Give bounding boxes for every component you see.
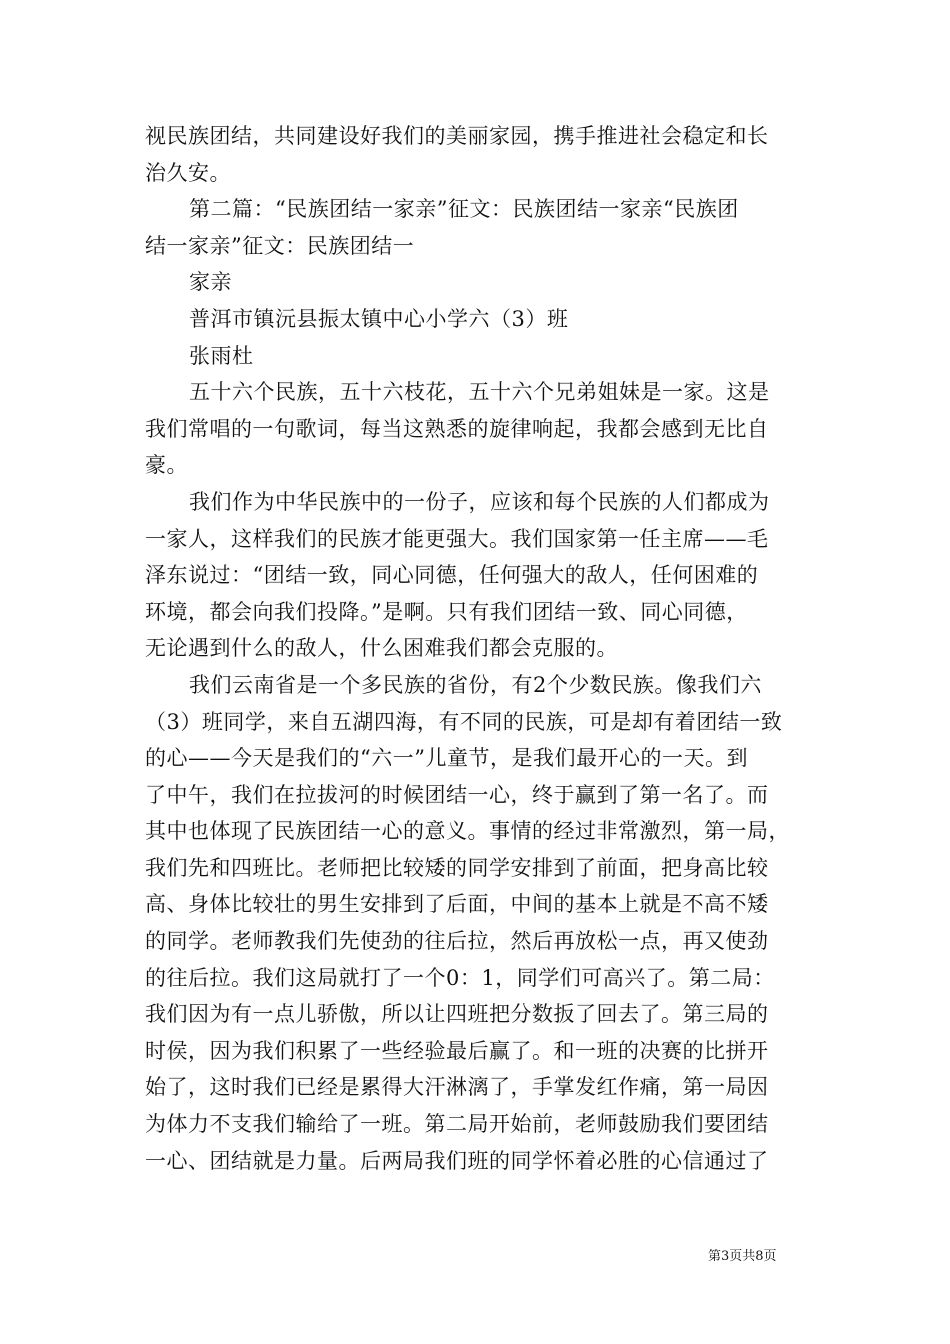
text-line: 我们先和四班比。老师把比较矮的同学安排到了前面，把身高比较: [145, 855, 769, 880]
text-line: 我们常唱的一句歌词，每当这熟悉的旋律响起，我都会感到无比自: [145, 416, 769, 441]
text-line: 其中也体现了民族团结一心的意义。事情的经过非常激烈，第一局，: [145, 819, 790, 844]
text-line: 第二篇：“民族团结一家亲”征文：民族团结一家亲“民族团: [189, 197, 739, 222]
text-line: 豪。: [145, 453, 188, 478]
text-line: 视民族团结，共同建设好我们的美丽家园，携手推进社会稳定和长: [145, 124, 769, 148]
text-line: 五十六个民族，五十六枝花，五十六个兄弟姐妹是一家。这是: [189, 380, 770, 405]
text-line: 高、身体比较壮的男生安排到了后面，中间的基本上就是不高不矮: [145, 892, 769, 917]
text-line: 时侯，因为我们积累了一些经验最后赢了。和一班的决赛的比拼开: [145, 1038, 769, 1063]
text-line: 我们作为中华民族中的一份子，应该和每个民族的人们都成为: [189, 489, 770, 514]
page-number: 第3页共8页: [708, 1249, 777, 1264]
text-line: 我们云南省是一个多民族的省份，有2个少数民族。像我们六: [189, 672, 762, 697]
text-line: 治久安。: [145, 160, 231, 185]
text-line: 的往后拉。我们这局就打了一个0：1，同学们可高兴了。第二局：: [145, 965, 775, 990]
text-line: 始了，这时我们已经是累得大汗淋漓了，手掌发红作痛，第一局因: [145, 1075, 769, 1100]
text-line: 普洱市镇沅县振太镇中心小学六（3）班: [189, 306, 569, 331]
text-line: 环境，都会向我们投降。”是啊。只有我们团结一致、同心同德，: [145, 599, 748, 624]
text-line: 的心——今天是我们的“六一”儿童节，是我们最开心的一天。到: [145, 746, 748, 771]
text-line: 无论遇到什么的敌人，什么困难我们都会克服的。: [145, 636, 618, 661]
text-line: 泽东说过：“团结一致，同心同德，任何强大的敌人，任何困难的: [145, 563, 759, 588]
text-line: 的同学。老师教我们先使劲的往后拉，然后再放松一点，再又使劲: [145, 929, 769, 954]
body-text: [145, 118, 810, 1179]
text-line: （3）班同学，来自五湖四海，有不同的民族，可是却有着团结一致: [145, 709, 783, 734]
text-line: 为体力不支我们输给了一班。第二局开始前，老师鼓励我们要团结: [145, 1112, 769, 1137]
text-line: 张雨杜: [189, 343, 254, 368]
text-line: 结一家亲”征文：民族团结一: [145, 233, 415, 258]
text-line: 一心、团结就是力量。后两局我们班的同学怀着必胜的心信通过了: [145, 1148, 769, 1173]
text-line: 了中午，我们在拉拔河的时候团结一心，终于赢到了第一名了。而: [145, 782, 769, 807]
text-line: 我们因为有一点儿骄傲，所以让四班把分数扳了回去了。第三局的: [145, 1002, 769, 1027]
text-line: 家亲: [189, 270, 232, 295]
text-line: 一家人，这样我们的民族才能更强大。我们国家第一任主席——毛: [145, 526, 769, 551]
